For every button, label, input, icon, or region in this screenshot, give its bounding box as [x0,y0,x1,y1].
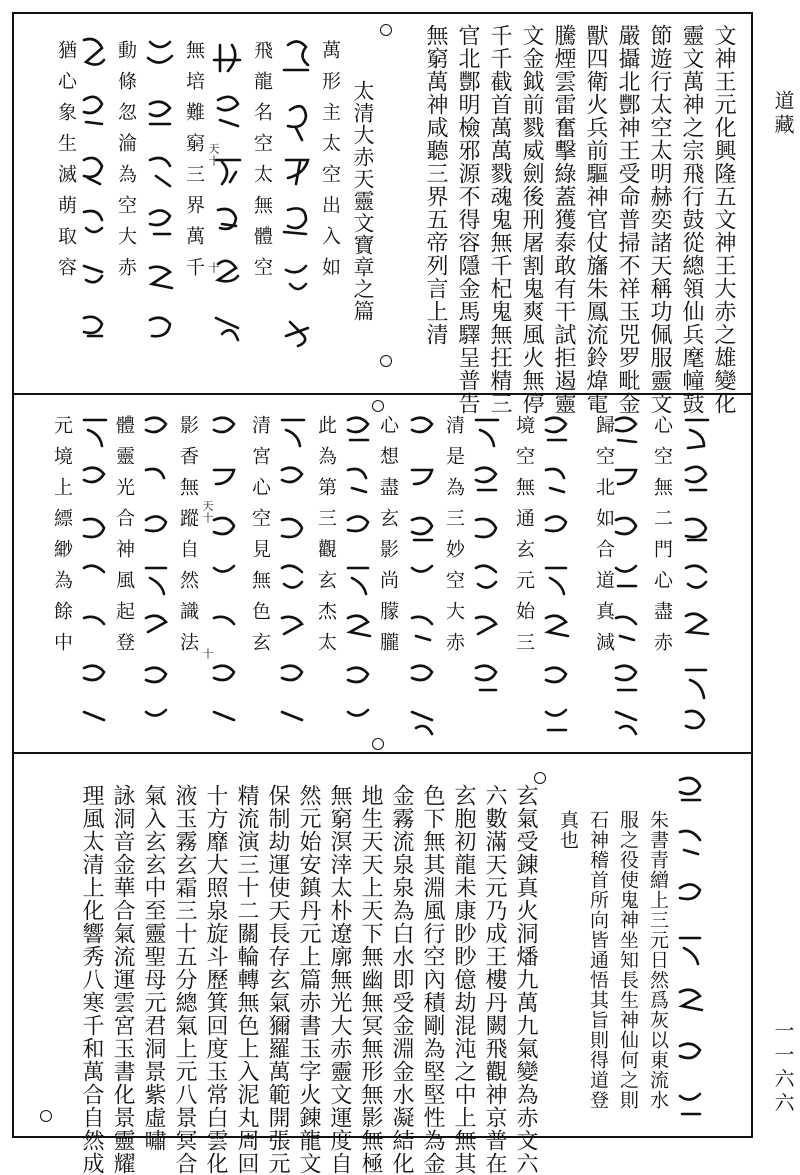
upper-text-column: 節遊行太空太明赫奕諸天稱功佩服靈文 [647,24,672,415]
mid-gloss-column: 清宮心空見無色玄 [249,415,271,663]
upper-text-column: 官北酆明檢邪源不得容隱金馬驛呈普告 [455,24,480,415]
upper-text-column: 騰煙雲雷奮擊綠蓋獲泰敢有干試拒遏靈 [551,24,576,415]
collection-label: 道藏 [771,90,795,138]
seal-gloss-column: 飛龍名空太無體空 [251,40,273,288]
upper-text-column: 嚴攝北酆神王受命普掃不祥玉兕罗毗金 [615,24,640,415]
lower-text-column: 無窮溟涬太朴遼廓無光大赤靈文運度自 [327,784,352,1175]
mid-gloss-column: 元境上縹緲為餘中 [51,415,73,663]
lower-text-column: 玄胞初龍未康眇眇億劫混沌之中上無其 [451,784,476,1175]
seal-gloss-column: 猶心象生滅萌取容 [55,40,77,288]
lower-text-column: 氣入玄玄中至靈聖母元君洞景紫虛嘯 [141,784,166,1152]
seal-gloss-column: 無培難窮三界萬千 [183,40,205,288]
lower-text-column: 保制劫運使天長存玄氣獮羅萬範開張元 [265,784,290,1175]
upper-text-column: 文金鉞前戮威劍後刑屠割鬼爽風火無停 [519,24,544,415]
note-column: 朱書青繒上三元日然爲灰以東流水 [647,810,669,1110]
lower-text-column: 玄氣受錬真火洞燔九萬九氣變為赤文六 [513,784,538,1175]
seal-gloss-column: 動條忽淪為空大赤 [115,40,137,288]
mid-gloss-column: 此為第三觀玄杰太 [315,415,337,663]
lower-text-column: 液玉霧玄霜三十五分總氣上元八景冥合 [172,784,197,1175]
mid-gloss-column: 心想盡玄影尚朦朧 [377,415,399,663]
note-column: 真也 [557,810,579,850]
mid-gloss-column: 心空無二門心盡赤 [651,415,673,663]
lower-text-column: 十方靡大照泉旋斗歷箕回度玉常白雲化 [203,784,228,1175]
mid-gloss-column: 影香無蹤自然識法 [177,415,199,663]
collation-mark: 天十 [207,143,220,167]
note-column: 服之役使鬼神坐知長生神仙何之則 [617,810,639,1110]
lower-text-column: 詠洞音金華合氣流運雲宮玉書化景靈耀 [110,784,135,1175]
seal-gloss-column: 萬形主太空出入如 [319,40,341,288]
chapter-title: 太清大赤天靈文寶章之篇 [351,80,375,322]
lower-text-column: 地生天天上天下無幽無冥無形無影無極 [358,784,383,1175]
page-number: 一一六六 [771,1020,795,1116]
mid-gloss-column: 體靈光合神風起登 [113,415,135,663]
upper-text-column: 靈文萬神之宗飛行鼓從總領仙兵麾幢鼓 [679,24,704,415]
collation-mark: 天十 [201,500,214,524]
lower-text-column: 色下無其淵風行空內積剛為堅堅性為金 [420,784,445,1175]
mid-gloss-column: 清是為三妙空大赤 [443,415,465,663]
lower-text-column: 精流演三十二關輪轉無色上入泥丸周回 [234,784,259,1175]
mid-gloss-column: 境空無通玄元始三 [513,415,535,663]
collation-mark: 十 [201,648,214,660]
upper-text-column: 千千截首萬萬戮魂鬼無千杞鬼無抂精三 [487,24,512,415]
note-column: 石神稽首所向皆通悟其旨則得道登 [587,810,609,1110]
mid-gloss-column: 歸空北如合道真減 [593,415,615,663]
seal-glyph-column [680,778,702,1114]
upper-text-column: 獸四衛火兵前驅神官仗旛朱鳳流鈴煒電 [583,24,608,415]
circle-mark [40,1110,52,1122]
lower-text-column: 金霧流泉泉為白水即受金淵金水凝結化 [389,784,414,1175]
upper-text-column: 無窮萬神咸聽三界五帝列言上清 [423,24,448,346]
upper-text-column: 文神王元化興隆五文神王大赤之雄變化 [711,24,736,415]
circle-mark [534,772,546,784]
lower-text-column: 理風太清上化響秀八寒千和萬合自然成 [79,784,104,1175]
lower-text-column: 六數滿天元乃成王樓丹闕飛觀神京普在 [482,784,507,1175]
collation-mark: 十 [207,262,220,274]
lower-text-column: 然元始安鎮丹元上篇赤書玉字火錬龍文 [296,784,321,1175]
